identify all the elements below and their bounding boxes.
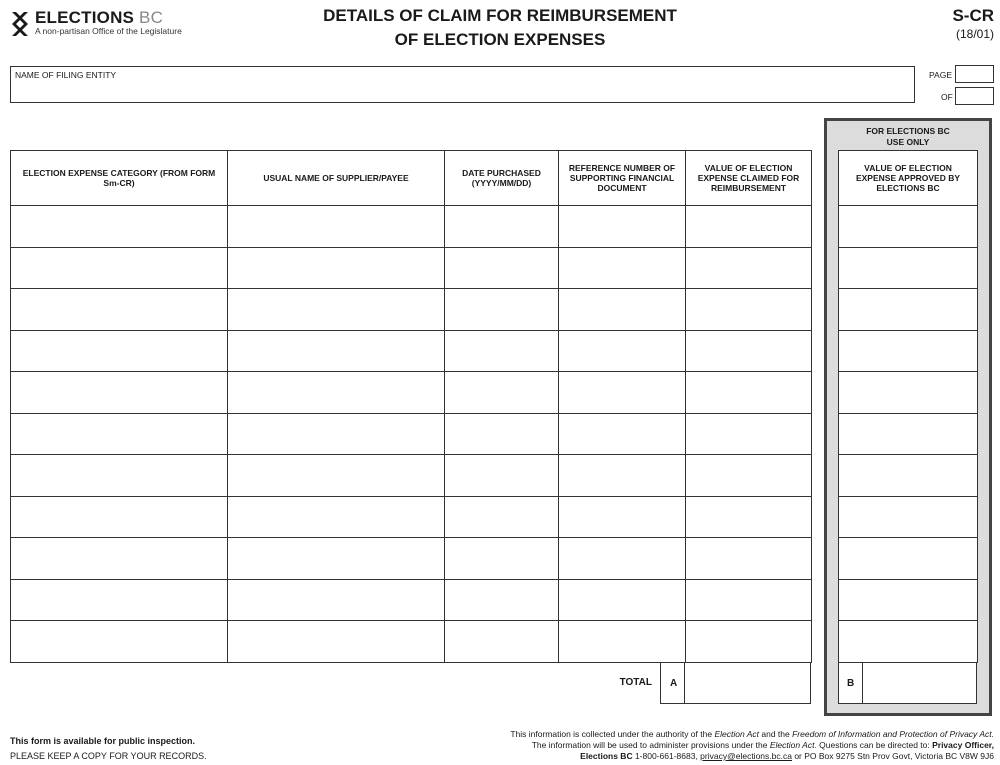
table-cell-input[interactable] [445, 289, 559, 331]
office-row [839, 247, 978, 289]
filing-entity-label: NAME OF FILING ENTITY [15, 70, 117, 80]
table-cell-input[interactable] [445, 496, 559, 538]
page-number-field[interactable] [955, 65, 994, 83]
table-cell-input[interactable] [445, 247, 559, 289]
table-cell-input[interactable] [686, 538, 812, 580]
table-cell-input[interactable] [11, 538, 228, 580]
privacy-email-link[interactable]: privacy@elections.bc.ca [700, 751, 792, 761]
table-cell-input[interactable] [228, 206, 445, 248]
table-row [11, 247, 812, 289]
table-row [11, 455, 812, 497]
office-row [839, 372, 978, 414]
page-count-field[interactable] [955, 87, 994, 105]
table-cell-input[interactable] [686, 247, 812, 289]
of-label: OF [941, 92, 953, 102]
office-cell-input[interactable] [839, 247, 978, 289]
table-row [11, 621, 812, 663]
table-cell-input[interactable] [686, 496, 812, 538]
table-row [11, 372, 812, 414]
table-cell-input[interactable] [11, 330, 228, 372]
table-cell-input[interactable] [445, 372, 559, 414]
table-row [11, 579, 812, 621]
table-cell-input[interactable] [445, 538, 559, 580]
office-row [839, 413, 978, 455]
office-row [839, 621, 978, 663]
table-cell-input[interactable] [559, 579, 686, 621]
form-code: S-CR [952, 6, 994, 25]
column-header-value-claimed: VALUE OF ELECTION EXPENSE CLAIMED FOR REIMBURSEMENT [686, 151, 812, 206]
table-cell-input[interactable] [686, 621, 812, 663]
table-cell-input[interactable] [559, 289, 686, 331]
table-cell-input[interactable] [559, 206, 686, 248]
office-use-table [838, 150, 978, 663]
table-cell-input[interactable] [228, 247, 445, 289]
filing-entity-field[interactable] [10, 66, 915, 103]
column-header-category: ELECTION EXPENSE CATEGORY (FROM FORM Sm-CR) [11, 151, 228, 206]
table-cell-input[interactable] [445, 330, 559, 372]
office-row [839, 330, 978, 372]
table-cell-input[interactable] [11, 413, 228, 455]
table-header-row [11, 151, 812, 206]
table-row [11, 538, 812, 580]
page-label: PAGE [929, 70, 952, 80]
table-row [11, 413, 812, 455]
logo-wordmark: ELECTIONS BC [35, 8, 164, 27]
table-cell-input[interactable] [686, 330, 812, 372]
office-row [839, 206, 978, 248]
table-row [11, 330, 812, 372]
table-cell-input[interactable] [228, 579, 445, 621]
table-row [11, 289, 812, 331]
table-cell-input[interactable] [559, 372, 686, 414]
table-cell-input[interactable] [559, 621, 686, 663]
table-cell-input[interactable] [11, 579, 228, 621]
table-cell-input[interactable] [559, 330, 686, 372]
table-cell-input[interactable] [686, 372, 812, 414]
table-cell-input[interactable] [11, 206, 228, 248]
column-header-date: DATE PURCHASED (YYYY/MM/DD) [445, 151, 559, 206]
office-cell-input[interactable] [839, 413, 978, 455]
office-cell-input[interactable] [839, 579, 978, 621]
logo-tagline: A non-partisan Office of the Legislature [35, 26, 182, 36]
table-cell-input[interactable] [11, 621, 228, 663]
office-cell-input[interactable] [839, 289, 978, 331]
table-cell-input[interactable] [11, 455, 228, 497]
table-cell-input[interactable] [445, 579, 559, 621]
table-cell-input[interactable] [228, 330, 445, 372]
office-row [839, 538, 978, 580]
table-cell-input[interactable] [445, 621, 559, 663]
table-cell-input[interactable] [686, 206, 812, 248]
office-row [839, 289, 978, 331]
table-cell-input[interactable] [11, 372, 228, 414]
form-title-line-1: DETAILS OF CLAIM FOR REIMBURSEMENT [323, 6, 677, 25]
table-cell-input[interactable] [11, 496, 228, 538]
table-cell-input[interactable] [559, 538, 686, 580]
public-inspection-notice: This form is available for public inspection. [10, 736, 196, 746]
table-cell-input[interactable] [686, 413, 812, 455]
office-cell-input[interactable] [839, 372, 978, 414]
office-cell-input[interactable] [839, 621, 978, 663]
table-cell-input[interactable] [228, 538, 445, 580]
table-cell-input[interactable] [686, 455, 812, 497]
office-use-title-line-1: FOR ELECTIONS BC [866, 126, 950, 136]
column-header-value-approved: VALUE OF ELECTION EXPENSE APPROVED BY ELECTIONS BC [839, 151, 978, 206]
office-row [839, 496, 978, 538]
total-b-marker-cell [838, 662, 863, 704]
table-cell-input[interactable] [559, 496, 686, 538]
keep-copy-notice: PLEASE KEEP A COPY FOR YOUR RECORDS. [10, 751, 207, 761]
total-a-marker: A [670, 678, 678, 689]
table-cell-input[interactable] [686, 289, 812, 331]
total-a-field[interactable] [684, 662, 811, 704]
office-row [839, 455, 978, 497]
table-cell-input[interactable] [228, 496, 445, 538]
office-cell-input[interactable] [839, 538, 978, 580]
form-title-line-2: OF ELECTION EXPENSES [394, 30, 606, 49]
table-cell-input[interactable] [11, 247, 228, 289]
table-cell-input[interactable] [445, 455, 559, 497]
table-cell-input[interactable] [228, 413, 445, 455]
office-row [839, 579, 978, 621]
office-cell-input[interactable] [839, 206, 978, 248]
total-label: TOTAL [619, 677, 652, 688]
table-cell-input[interactable] [445, 413, 559, 455]
table-cell-input[interactable] [559, 247, 686, 289]
form-version: (18/01) [955, 27, 994, 41]
table-row [11, 496, 812, 538]
table-cell-input[interactable] [228, 455, 445, 497]
office-cell-input[interactable] [839, 330, 978, 372]
column-header-supplier: USUAL NAME OF SUPPLIER/PAYEE [228, 151, 445, 206]
office-use-title-line-2: USE ONLY [886, 137, 930, 147]
table-cell-input[interactable] [686, 579, 812, 621]
total-b-marker: B [847, 678, 855, 689]
office-header-row [839, 151, 978, 206]
expense-table [10, 150, 812, 663]
column-header-reference: REFERENCE NUMBER OF SUPPORTING FINANCIAL DOCUMENT [559, 151, 686, 206]
table-cell-input[interactable] [445, 206, 559, 248]
office-cell-input[interactable] [839, 455, 978, 497]
table-row [11, 206, 812, 248]
office-cell-input[interactable] [839, 496, 978, 538]
privacy-notice: This information is collected under the authority of the Election Act and the Freedom of Information and Protection of Privacy Act. The information will be used to administer provisions under the Election Act. Questions can be directed to: Privacy Officer, Elections BC 1-800-661-8683, privacy@elections.bc.ca or PO Box 9275 Stn Prov Govt, Victoria BC V8W 9J6 [510, 729, 994, 761]
table-cell-input[interactable] [228, 621, 445, 663]
total-b-field[interactable] [862, 662, 977, 704]
total-a-marker-cell [660, 662, 685, 704]
table-cell-input[interactable] [11, 289, 228, 331]
table-cell-input[interactable] [559, 413, 686, 455]
table-cell-input[interactable] [559, 455, 686, 497]
table-cell-input[interactable] [228, 372, 445, 414]
table-cell-input[interactable] [228, 289, 445, 331]
